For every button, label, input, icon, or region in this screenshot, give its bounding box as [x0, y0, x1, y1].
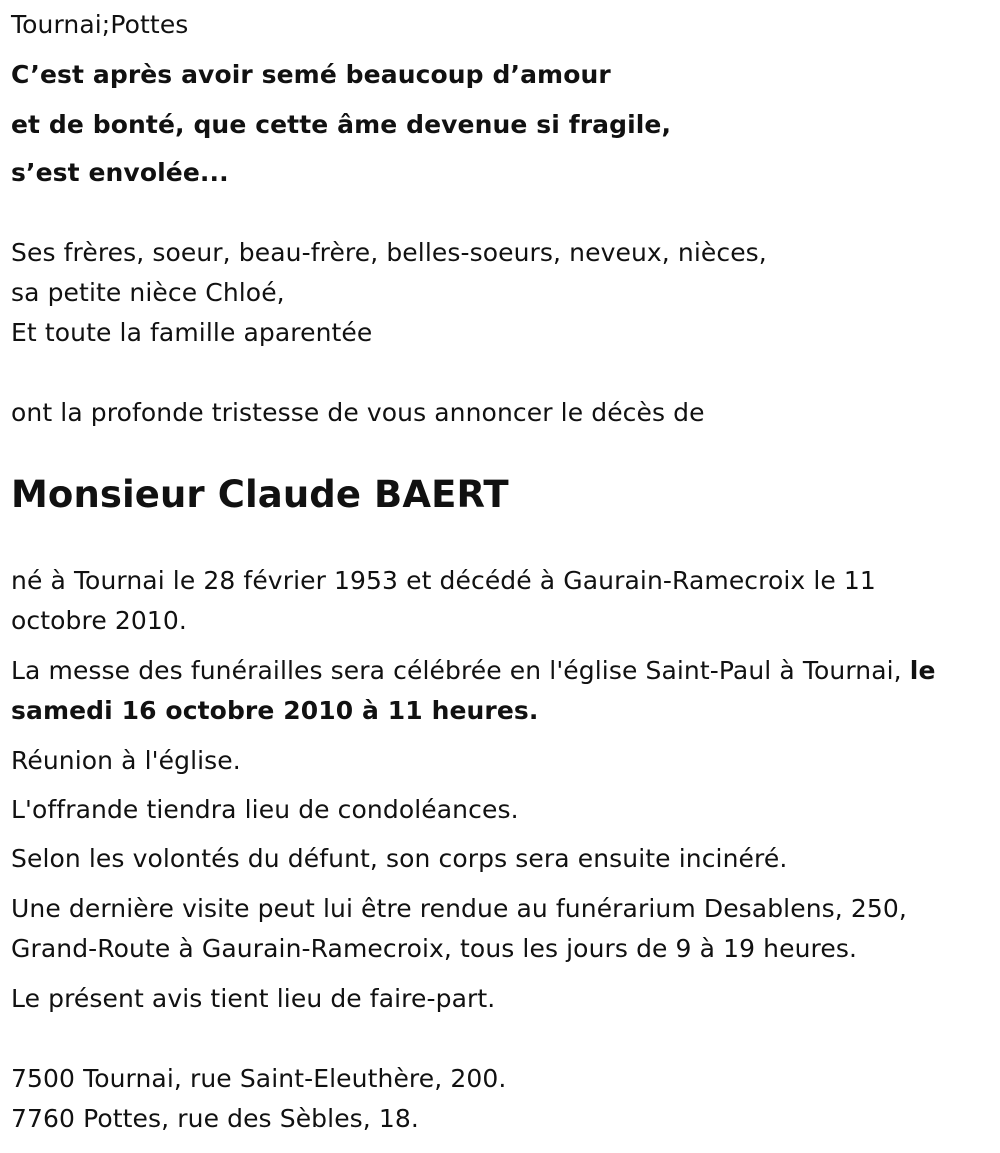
- poem-line-1: C’est après avoir semé beaucoup d’amour: [11, 60, 611, 89]
- poem-line-2: et de bonté, que cette âme devenue si fragile,: [11, 110, 672, 139]
- announcement-text: ont la profonde tristesse de vous annoncer le décès de: [11, 398, 705, 427]
- birth-death-line-1: né à Tournai le 28 février 1953 et décédé à Gaurain-Ramecroix le 11: [11, 566, 876, 595]
- visit-line-2: Grand-Route à Gaurain-Ramecroix, tous les jours de 9 à 19 heures.: [11, 934, 857, 963]
- family-line-3: Et toute la famille aparentée: [11, 318, 373, 347]
- birth-death-line-2: octobre 2010.: [11, 606, 187, 635]
- poem-line-3: s’est envolée...: [11, 158, 229, 187]
- visit-line-1: Une dernière visite peut lui être rendue au funérarium Desablens, 250,: [11, 894, 907, 923]
- address-tournai: 7500 Tournai, rue Saint-Eleuthère, 200.: [11, 1064, 507, 1093]
- family-line-2: sa petite nièce Chloé,: [11, 278, 285, 307]
- notice-text: Le présent avis tient lieu de faire-part.: [11, 984, 496, 1013]
- funeral-date-start: le: [909, 656, 936, 685]
- funeral-date: samedi 16 octobre 2010 à 11 heures.: [11, 696, 539, 725]
- funeral-text: La messe des funérailles sera célébrée en l'église Saint-Paul à Tournai,: [11, 656, 910, 685]
- family-line-1: Ses frères, soeur, beau-frère, belles-soeurs, neveux, nièces,: [11, 238, 767, 267]
- offering-text: L'offrande tiendra lieu de condoléances.: [11, 795, 519, 824]
- meeting-text: Réunion à l'église.: [11, 746, 241, 775]
- deceased-name: Monsieur Claude BAERT: [11, 473, 509, 516]
- funeral-line-1: [11, 656, 936, 686]
- location-header: Tournai;Pottes: [11, 10, 189, 39]
- address-pottes: 7760 Pottes, rue des Sèbles, 18.: [11, 1104, 419, 1133]
- cremation-text: Selon les volontés du défunt, son corps sera ensuite incinéré.: [11, 844, 788, 873]
